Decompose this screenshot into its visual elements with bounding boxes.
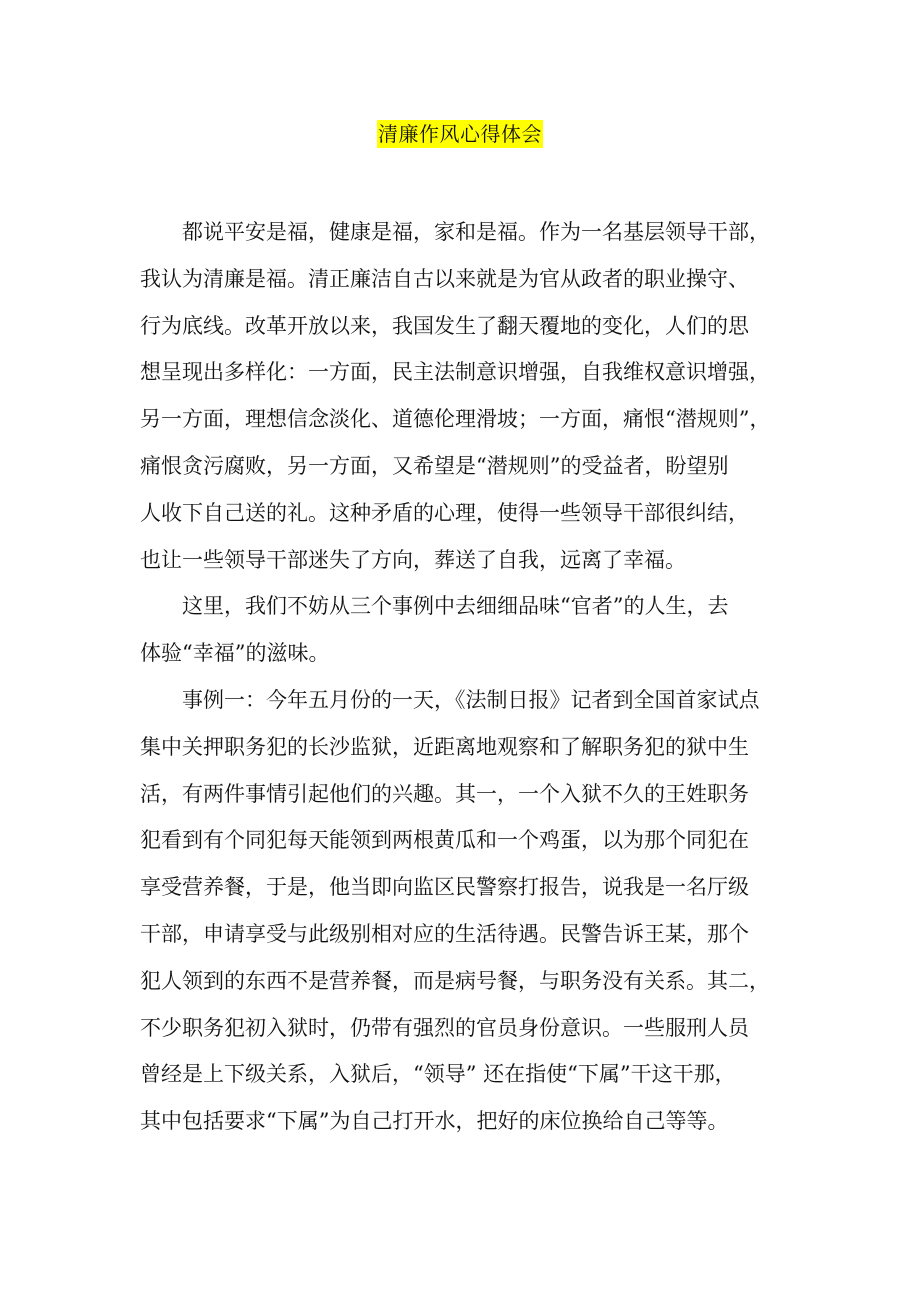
paragraph-2-line-1: 这里，我们不妨从三个事例中去细细品味“官者”的人生，去 <box>182 594 729 619</box>
paragraph-1-line-5: 另一方面，理想信念淡化、道德伦理滑坡；一方面，痛恨“潜规则”， <box>140 407 771 432</box>
paragraph-1-line-6: 痛恨贪污腐败，另一方面，又希望是“潜规则”的受益者，盼望别 <box>140 453 729 478</box>
paragraph-3-line-5: 享受营养餐，于是，他当即向监区民警察打报告，说我是一名厅级 <box>140 875 749 900</box>
paragraph-1-line-7: 人收下自己送的礼。这种矛盾的心理，使得一些领导干部很纠结， <box>140 500 749 525</box>
paragraph-1-line-4: 想呈现出多样化：一方面，民主法制意识增强，自我维权意识增强， <box>140 360 770 385</box>
paragraph-3-line-8: 不少职务犯初入狱时，仍带有强烈的官员身份意识。一些服刑人员 <box>140 1015 749 1040</box>
title-container <box>0 120 920 148</box>
paragraph-3-line-10: 其中包括要求“下属”为自己打开水，把好的床位换给自己等等。 <box>140 1109 729 1134</box>
paragraph-3-line-6: 干部，申请享受与此级别相对应的生活待遇。民警告诉王某，那个 <box>140 921 749 946</box>
paragraph-3-line-2: 集中关押职务犯的长沙监狱，近距离地观察和了解职务犯的狱中生 <box>140 734 749 759</box>
paragraph-1-line-1: 都说平安是福，健康是福，家和是福。作为一名基层领导干部， <box>182 220 770 244</box>
paragraph-3-line-3: 活，有两件事情引起他们的兴趣。其一，一个入狱不久的王姓职务 <box>140 781 749 806</box>
document-title: 清廉作风心得体会 <box>378 122 542 146</box>
paragraph-3-line-1: 事例一：今年五月份的一天，《法制日报》记者到全国首家试点 <box>182 687 760 712</box>
document-body <box>140 216 792 1152</box>
paragraph-3-line-4: 犯看到有个同犯每天能领到两根黄瓜和一个鸡蛋，以为那个同犯在 <box>140 828 749 853</box>
paragraph-3-line-7: 犯人领到的东西不是营养餐，而是病号餐，与职务没有关系。其二， <box>140 968 770 993</box>
paragraph-1-line-3: 行为底线。改革开放以来，我国发生了翻天覆地的变化，人们的思 <box>140 313 749 338</box>
paragraph-2-line-2: 体验“幸福”的滋味。 <box>140 641 330 666</box>
paragraph-1-line-8: 也让一些领导干部迷失了方向，葬送了自我，远离了幸福。 <box>140 547 686 572</box>
paragraph-1-line-2: 我认为清廉是福。清正廉洁自古以来就是为官从政者的职业操守、 <box>140 266 749 291</box>
paragraph-3-line-9: 曾经是上下级关系，入狱后，“领导” 还在指使“下属”干这干那， <box>140 1062 736 1087</box>
